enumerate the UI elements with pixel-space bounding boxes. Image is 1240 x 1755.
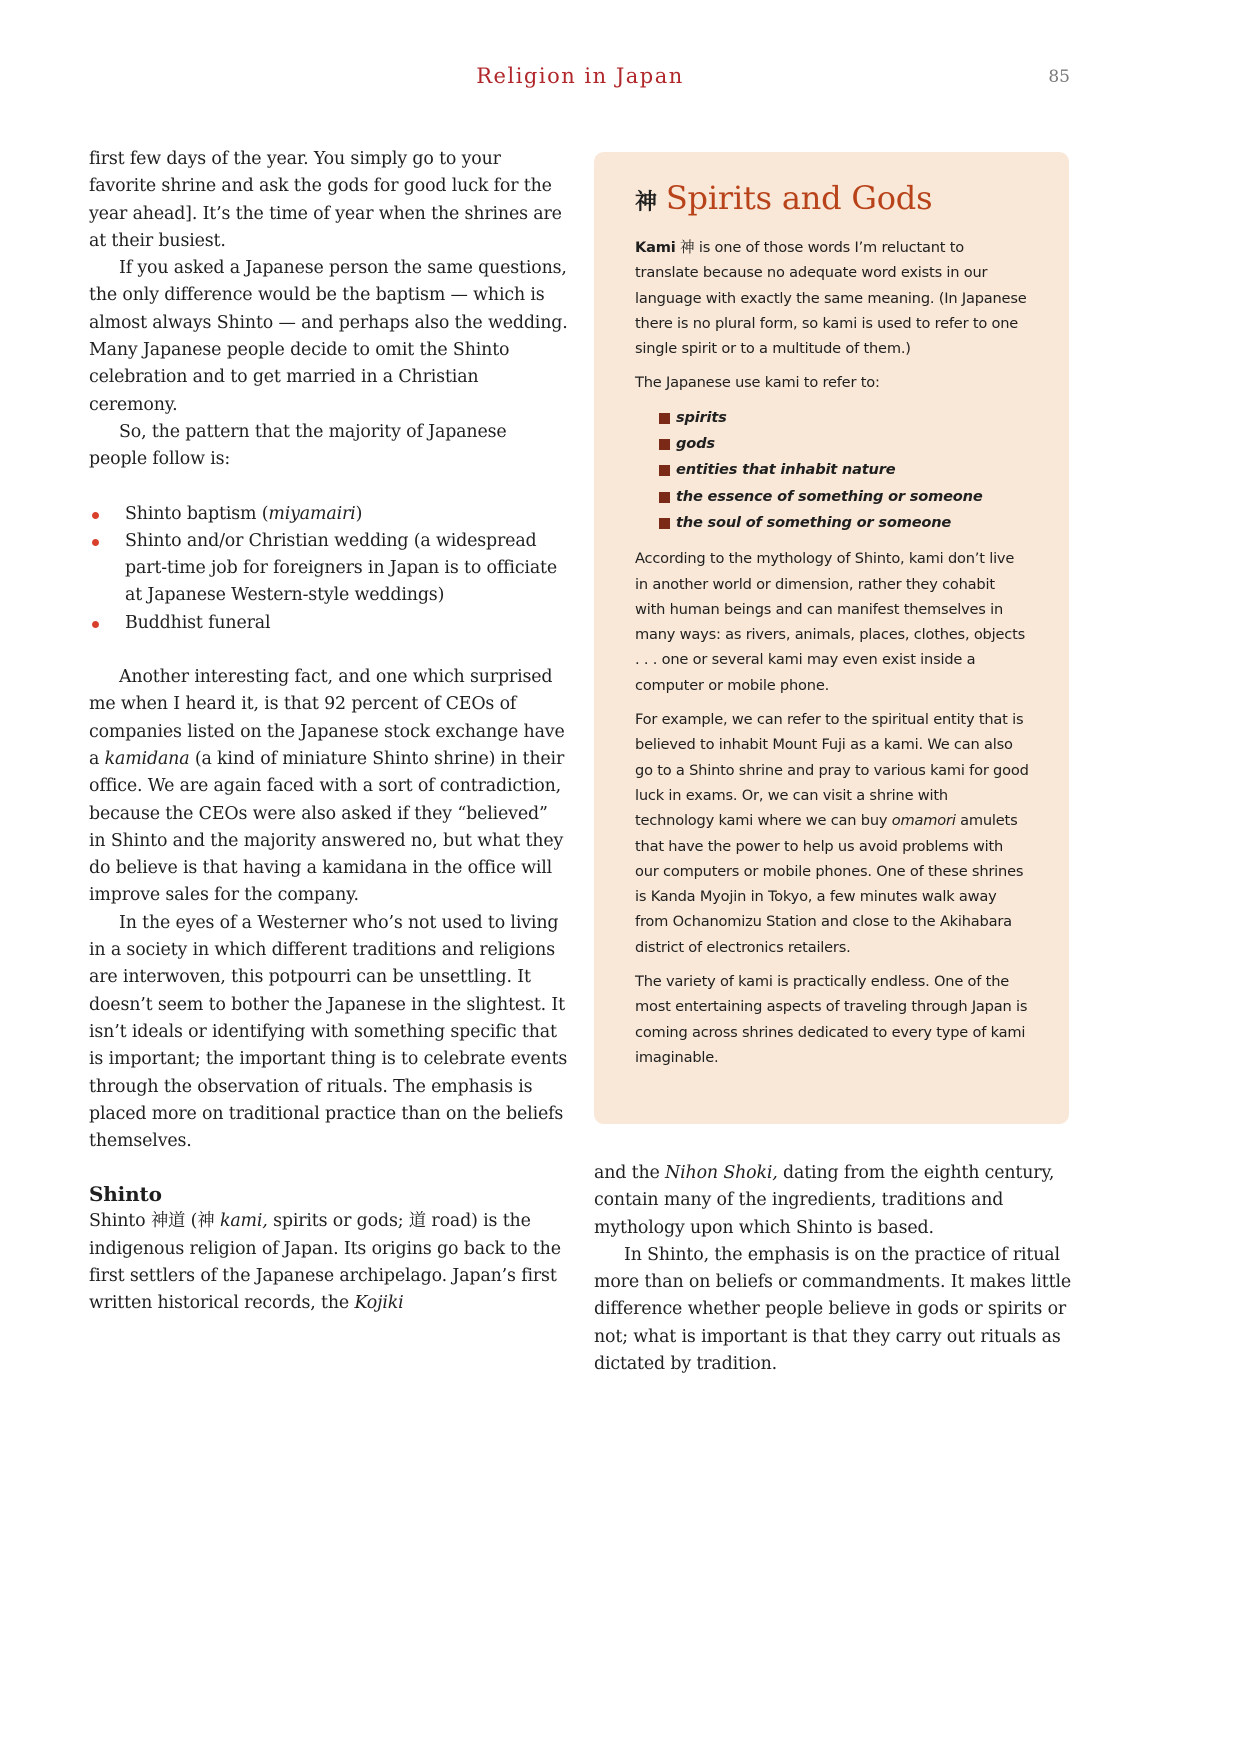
list-item: gods bbox=[659, 431, 1029, 457]
sidebar-paragraph: The variety of kami is practically endless. One of the most entertaining aspects of traveling through Japan is coming across shrines dedicated to every type of kami imaginable. bbox=[635, 973, 1028, 1066]
list-item: Shinto baptism (miyamairi) bbox=[89, 501, 569, 528]
bullet-dot-icon bbox=[92, 621, 99, 628]
bullet-dot-icon bbox=[92, 539, 99, 546]
section-heading: Shinto bbox=[89, 1182, 162, 1207]
page-number: 85 bbox=[1048, 67, 1070, 87]
sidebar-box bbox=[594, 152, 1069, 1124]
square-bullet-icon bbox=[659, 465, 670, 476]
paragraph: first few days of the year. You simply go to your favorite shrine and ask the gods for good luck for the year ahead]. It’s the time of year when the shrines are at their busiest. bbox=[89, 149, 562, 251]
sidebar-title-text: Spirits and Gods bbox=[665, 179, 933, 217]
paragraph: and the Nihon Shoki, dating from the eighth century, contain many of the ingredients, traditions and mythology upon which Shinto is based. bbox=[594, 1163, 1055, 1238]
square-bullet-icon bbox=[659, 439, 670, 450]
list-item: spirits bbox=[659, 405, 1029, 431]
running-title: Religion in Japan bbox=[476, 64, 684, 88]
list-item: Buddhist funeral bbox=[89, 610, 569, 637]
sidebar-paragraph: The Japanese use kami to refer to: bbox=[635, 374, 880, 392]
kami-kanji-icon: 神 bbox=[635, 190, 657, 215]
square-bullet-icon bbox=[659, 518, 670, 529]
paragraph: Shinto 神道 (神 kami, spirits or gods; 道 road) is the indigenous religion of Japan. Its origins go back to the first settlers of the Japanese archipelago. Japan’s first written historical records, the Kojiki bbox=[89, 1211, 561, 1314]
sidebar-title bbox=[635, 176, 1029, 225]
paragraph: In the eyes of a Westerner who’s not used to living in a society in which different traditions and religions are interwoven, this potpourri can be unsettling. It doesn’t seem to bother the Japanese in the slightest. It isn’t ideals or identifying with something specific that is important; the important thing is to celebrate events through the observation of rituals. The emphasis is placed more on traditional practice than on the beliefs themselves. bbox=[89, 912, 568, 1152]
ritual-list bbox=[89, 501, 569, 637]
kami-list bbox=[659, 405, 1029, 536]
list-item: the essence of something or someone bbox=[659, 484, 1029, 510]
bullet-dot-icon bbox=[92, 512, 99, 519]
sidebar-paragraph: According to the mythology of Shinto, kami don’t live in another world or dimension, rather they cohabit with human beings and can manifest themselves in many ways: as rivers, animals, places, clothes, objects . . . one or several kami may even exist inside a computer or mobile phone. bbox=[635, 550, 1025, 694]
left-column bbox=[89, 146, 569, 1318]
paragraph: So, the pattern that the majority of Japanese people follow is: bbox=[89, 421, 507, 470]
paragraph: In Shinto, the emphasis is on the practice of ritual more than on beliefs or commandments. It makes little difference whether people believe in gods or spirits or not; what is important is that they carry out rituals as dictated by tradition. bbox=[594, 1244, 1071, 1375]
paragraph: If you asked a Japanese person the same questions, the only difference would be the baptism — which is almost always Shinto — and perhaps also the wedding. Many Japanese people decide to omit the Shinto celebration and to get married in a Christian ceremony. bbox=[89, 258, 568, 415]
square-bullet-icon bbox=[659, 492, 670, 503]
paragraph: Another interesting fact, and one which surprised me when I heard it, is that 92 percent of CEOs of companies listed on the Japanese stock exchange have a kamidana (a kind of miniature Shinto shrine) in their office. We are again faced with a sort of contradiction, because the CEOs were also asked if they “believed” in Shinto and the majority answered no, but what they do believe is that having a kamidana in the office will improve sales for the company. bbox=[89, 667, 565, 906]
sidebar-paragraph: For example, we can refer to the spiritual entity that is believed to inhabit Mount Fuji as a kami. We can also go to a Shinto shrine and pray to various kami for good luck in exams. Or, we can visit a shrine with technology kami where we can buy omamori amulets that have the power to help us avoid problems with our computers or mobile phones. One of these shrines is Kanda Myojin in Tokyo, a few minutes walk away from Ochanomizu Station and close to the Akihabara district of electronics retailers. bbox=[635, 711, 1029, 956]
list-item: Shinto and/or Christian wedding (a widespread part-time job for foreigners in Japan is to officiate at Japanese Western-style weddings) bbox=[89, 528, 569, 610]
running-head bbox=[0, 62, 1240, 98]
square-bullet-icon bbox=[659, 413, 670, 424]
list-item: entities that inhabit nature bbox=[659, 457, 1029, 483]
right-column bbox=[594, 1160, 1084, 1378]
sidebar-paragraph: Kami 神 is one of those words I’m reluctant to translate because no adequate word exists in our language with exactly the same meaning. (In Japanese there is no plural form, so kami is used to refer to one single spirit or to a multitude of them.) bbox=[635, 239, 1027, 358]
list-item: the soul of something or someone bbox=[659, 510, 1029, 536]
